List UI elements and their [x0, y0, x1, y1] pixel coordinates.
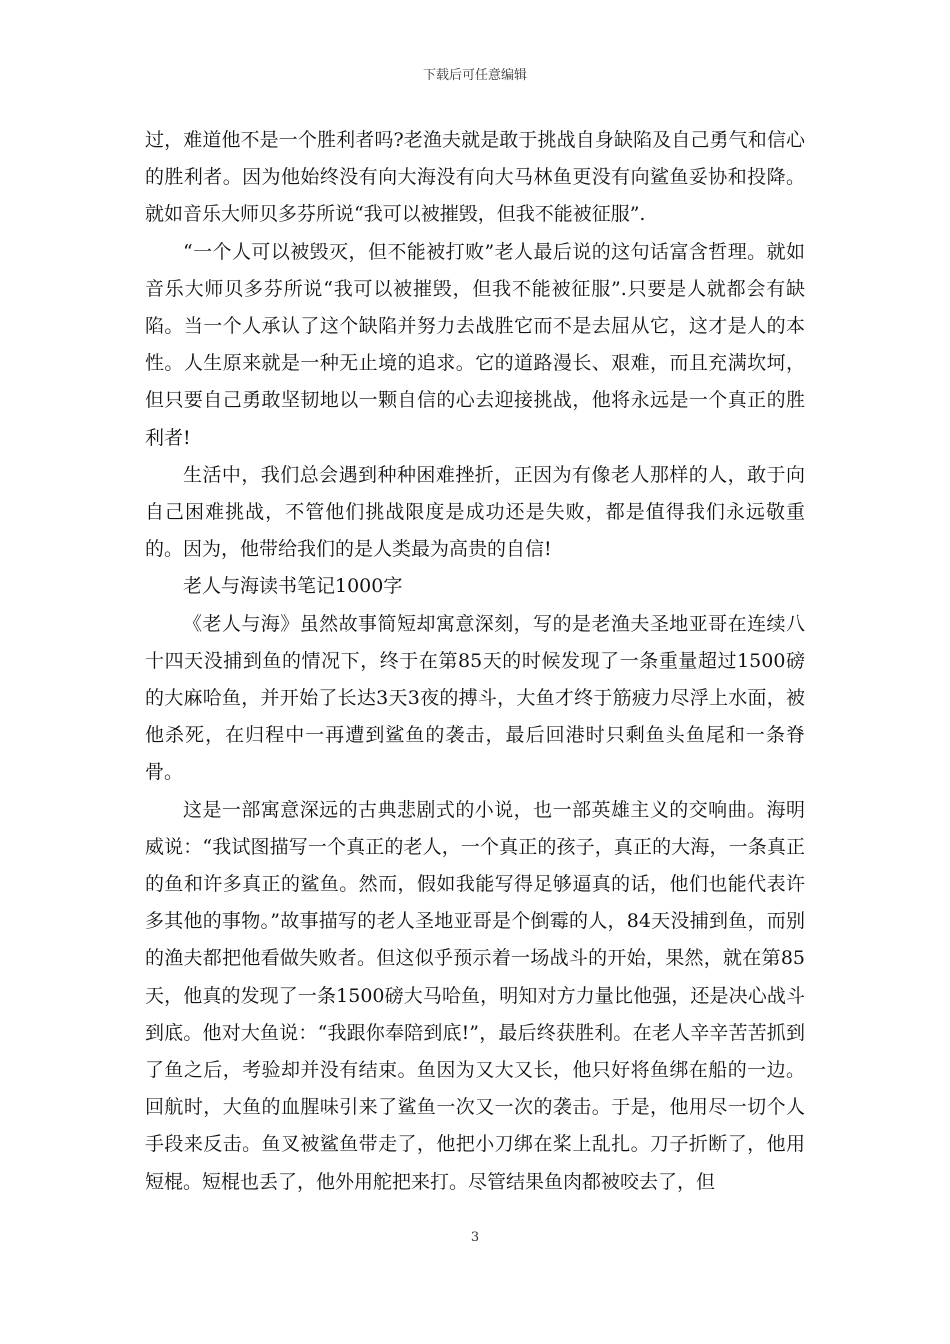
- page-header: 下载后可任意编辑: [422, 68, 527, 83]
- paragraph-3: 生活中，我们总会遇到种种困难挫折，正因为有像老人那样的人，敢于向自己困难挑战，不管他们挑战限度是成功还是失败，都是值得我们永远敬重的。因为，他带给我们的是人类最为高贵的自信!: [145, 463, 805, 561]
- paragraph-2: “一个人可以被毁灭，但不能被打败”老人最后说的这句话富含哲理。就如音乐大师贝多芬所说“我可以被摧毁，但我不能被征服”.只要是人就都会有缺陷。当一个人承认了这个缺陷并努力去战胜它而不是去屈从它，这才是人的本性。人生原来就是一种无止境的追求。它的道路漫长、艰难，而且充满坎坷，但只要自己勇敢坚韧地以一颗自信的心去迎接挑战，他将永远是一个真正的胜利者!: [145, 240, 805, 449]
- paragraph-5: 这是一部寓意深远的古典悲剧式的小说，也一部英雄主义的交响曲。海明威说：“我试图描写一个真正的老人，一个真正的孩子，真正的大海，一条真正的鱼和许多真正的鲨鱼。然而，假如我能写得足够逼真的话，他们也能代表许多其他的事物。”故事描写的老人圣地亚哥是个倒霉的人，84天没捕到鱼，而别的渔夫都把他看做失败者。但这似乎预示着一场战斗的开始，果然，就在第85天，他真的发现了一条1500磅大马哈鱼，明知对方力量比他强，还是决心战斗到底。他对大鱼说：“我跟你奉陪到底!”，最后终获胜利。在老人辛辛苦苦抓到了鱼之后，考验却并没有结束。鱼因为又大又长，他只好将鱼绑在船的一边。回航时，大鱼的血腥味引来了鲨鱼一次又一次的袭击。于是，他用尽一切个人手段来反击。鱼叉被鲨鱼带走了，他把小刀绑在桨上乱扎。刀子折断了，他用短棍。短棍也丢了，他外用舵把来打。尽管结果鱼肉都被咬去了，但: [145, 798, 805, 1193]
- paragraph-4: 《老人与海》虽然故事简短却寓意深刻，写的是老渔夫圣地亚哥在连续八十四天没捕到鱼的情况下，终于在第85天的时候发现了一条重量超过1500磅的大麻哈鱼，并开始了长达3天3夜的搏斗，大鱼才终于筋疲力尽浮上水面，被他杀死，在归程中一再遭到鲨鱼的袭击，最后回港时只剩鱼头鱼尾和一条脊骨。: [145, 612, 805, 784]
- section-heading: 老人与海读书笔记1000字: [183, 575, 403, 598]
- paragraph-1: 过，难道他不是一个胜利者吗?老渔夫就是敢于挑战自身缺陷及自己勇气和信心的胜利者。因为他始终没有向大海没有向大马林鱼更没有向鲨鱼妥协和投降。就如音乐大师贝多芬所说“我可以被摧毁，但我不能被征服”.: [145, 129, 805, 226]
- document-body: [145, 122, 805, 1201]
- page-number: 3: [470, 1230, 480, 1245]
